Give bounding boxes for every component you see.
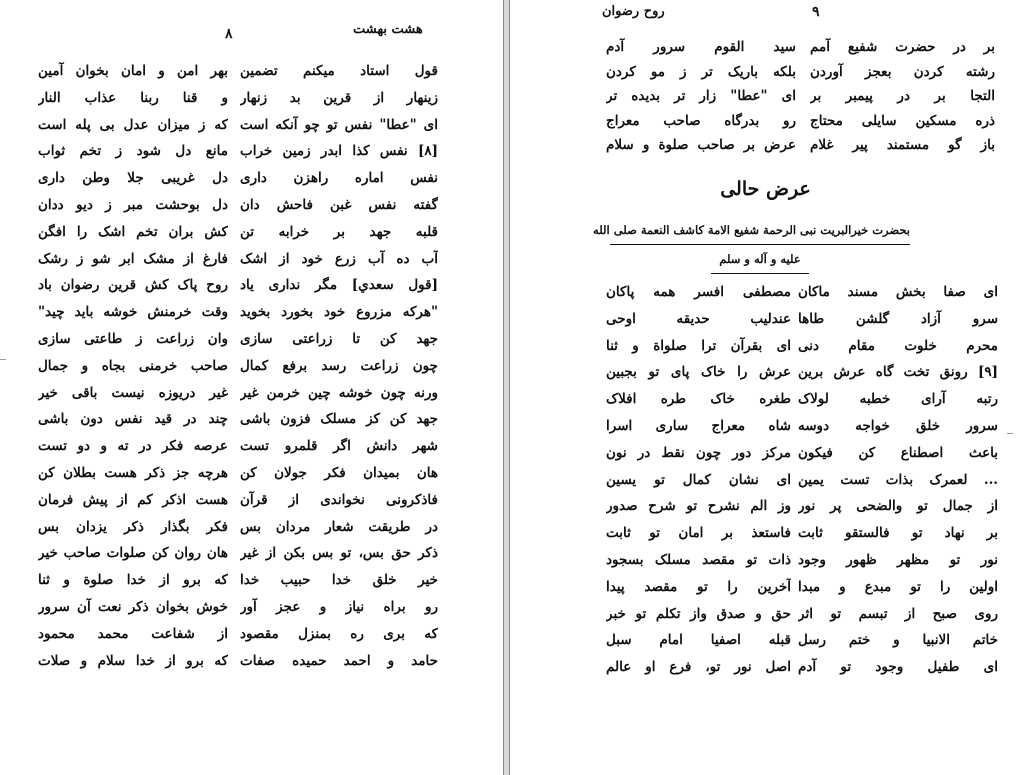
verse-line: شاه معراج ساری اسرا — [606, 417, 791, 434]
verse-line: نور تو مظهر ظهور وجود — [798, 551, 998, 568]
verse-line: دل بوحشت مبر ز دیو ددان — [38, 196, 228, 213]
verse-line: که برو از خدا صلوة و ثنا — [38, 572, 228, 589]
verse-line: حق و صدق واز تکلم تو خبر — [606, 605, 791, 622]
verse-line: ای نشان کمال تو یسین — [606, 471, 791, 488]
verse-line: صاحب خرمنی بجاه و جمال — [38, 357, 228, 374]
margin-tick — [1007, 433, 1013, 434]
verse-line: که ز میزان عدل بی پله است — [38, 116, 228, 133]
verse-line: فارغ از مشک ابر شو ز رشک — [38, 250, 228, 267]
verse-column-right — [240, 58, 438, 674]
verse-line: "هرکه مزروع خود بخورد بخوید — [240, 304, 438, 321]
verse-line: ای "عطا" نفس تو چو آنکه است — [240, 116, 438, 133]
verse-line: آب ده آب زرع خود از اشک — [240, 250, 438, 267]
verse-line: ای "عطا" زار تر بدیده تر — [606, 88, 796, 105]
verse-line: از شفاعت محمد محمود — [38, 625, 228, 642]
verse-line: اولین را تو مبدع و مبدا — [798, 578, 998, 595]
verse-line: مرکز دور چون نقط در نون — [606, 444, 791, 461]
bottom-verse-column-right — [798, 279, 998, 681]
verse-line: باعث اصطناع کن فیکون — [798, 444, 998, 461]
verse-line: وقت خرمنش خوشه باید چید" — [38, 304, 228, 321]
verse-line: هرچه جز ذکر هست بطلان کن — [38, 464, 228, 481]
verse-line: ذات تو مقصد مسلک بسجود — [606, 551, 791, 568]
top-verse-column-right — [810, 35, 995, 158]
verse-line: خاتم الانبیا و ختم رسل — [798, 632, 998, 649]
verse-line: چند در قید نفس دون باشی — [38, 411, 228, 428]
verse-line: [قول سعدي] مگر نداری یاد — [240, 277, 438, 294]
verse-line: غیر دریوزه نیست باقی خیر — [38, 384, 228, 401]
dedication-line-2: علیه و آله و سلم — [711, 245, 808, 274]
verse-line: بهر امن و امان بخوان آمین — [38, 63, 228, 79]
verse-line: هست اذکر کم از پیش فرمان — [38, 491, 228, 508]
verse-line: جهد کن تا زراعتی سازی — [240, 330, 438, 347]
running-header-left: هشت بهشت — [353, 22, 423, 37]
verse-line: سرو آزاد گلشن طاها — [798, 310, 998, 327]
left-page — [0, 0, 503, 775]
dedication-line-1: بحضرت خیرالبریت نبی الرحمة شفیع الامة کاشف النعمة صلی الله — [610, 216, 910, 245]
verse-line: قول استاد میکنم تضمین — [240, 63, 438, 79]
verse-line: مصطفی افسر همه پاکان — [606, 284, 791, 300]
verse-line: گفته نفس غبن فاحش دان — [240, 196, 438, 213]
verse-line: وز الم نشرح تو شرح صدور — [606, 498, 791, 515]
verse-line: اصل نور تو، فرع او عالم — [606, 659, 791, 676]
verse-line: دل غریبی جلا وطن داری — [38, 170, 228, 187]
verse-line: ورنه چون خوشه چین خرمن غیر — [240, 384, 438, 401]
verse-line: ... لعمرک بذات تست یمین — [798, 471, 998, 488]
verse-line: التجا بر در پیمبر بر — [810, 88, 995, 105]
verse-line: رتبه آرای خطبه لولاک — [798, 391, 998, 408]
verse-line: روی صبح از تبسم تو اثر — [798, 605, 998, 622]
verse-line: خیر خلق خدا حبیب خدا — [240, 572, 438, 589]
verse-line: رو بدرگاه صاحب معراج — [606, 112, 796, 129]
verse-line: باز گو مستمند پیر غلام — [810, 137, 995, 154]
dedication — [593, 216, 910, 274]
margin-tick-left — [0, 359, 6, 360]
section-title: عرض حالی — [720, 178, 811, 200]
verse-line: از جمال تو والضحی پر نور — [798, 498, 998, 515]
verse-line: ای بقرآن ترا صلواة و ثنا — [606, 337, 791, 354]
verse-line: هان بمیدان فکر جولان کن — [240, 464, 438, 481]
verse-line: عندلیب حدیقه اوحی — [606, 310, 791, 327]
verse-line: عرصه فکر در ته و دو تست — [38, 438, 228, 455]
page-number-right: ۹ — [812, 4, 820, 20]
verse-line: آخرین را تو مقصد پیدا — [606, 578, 791, 595]
verse-line: شهر دانش اگر قلمرو تست — [240, 438, 438, 455]
verse-line: جهد کن کز مسلک فزون باشی — [240, 411, 438, 428]
verse-line: بلکه باریک تر ز مو کردن — [606, 63, 796, 80]
verse-line: چون زراعت رسد برفع کمال — [240, 357, 438, 374]
verse-line: در طریقت شعار مردان بس — [240, 518, 438, 535]
verse-line: حامد و احمد حمیده صفات — [240, 652, 438, 669]
verse-line: که برو از خدا سلام و صلات — [38, 652, 228, 669]
bottom-verse-column-left — [606, 279, 791, 681]
verse-line: عرض بر صاحب صلوة و سلام — [606, 137, 796, 154]
verse-line: بر در حضرت شفیع آمم — [810, 39, 995, 55]
verse-line: روح پاک کش قرین رضوان باد — [38, 277, 228, 294]
verse-line: عرش را خاک پای تو بجبین — [606, 364, 791, 381]
verse-line: سرور خلق خواجه دوسه — [798, 417, 998, 434]
verse-line: سید القوم سرور آدم — [606, 39, 796, 55]
verse-line: ذره مسکین سایلی محتاج — [810, 112, 995, 129]
verse-line: ای صفا بخش مسند ماکان — [798, 284, 998, 300]
verse-line: و قنا ربنا عذاب النار — [38, 89, 228, 106]
verse-line: ذکر حق بس، تو بس بکن از غیر — [240, 545, 438, 562]
verse-line: که بری ره بمنزل مقصود — [240, 625, 438, 642]
verse-line: قلبه جهد بر خرابه تن — [240, 223, 438, 240]
verse-column-left — [38, 58, 228, 674]
top-verse-column-left — [606, 35, 796, 158]
verse-line: هان روان کن صلوات صاحب خیر — [38, 545, 228, 562]
verse-line: مانع دل شود ز تخم ثواب — [38, 143, 228, 160]
verse-line: [۸] نفس کذا ابدر زمین خراب — [240, 143, 438, 160]
verse-line: قبله اصفیا امام سبل — [606, 632, 791, 649]
verse-line: فکر بگذار ذکر یزدان بس — [38, 518, 228, 535]
verse-line: فاستعذ بر امان تو ثابت — [606, 525, 791, 542]
verse-line: خوش بخوان ذکر نعت آن سرور — [38, 598, 228, 615]
verse-line: [۹] رونق تخت گاه عرش برین — [798, 364, 998, 381]
verse-line: زینهار از قرین بد زنهار — [240, 89, 438, 106]
page-number-left: ۸ — [225, 26, 233, 42]
verse-line: بر نهاد تو فالستقو ثابت — [798, 525, 998, 542]
verse-line: ای طفیل وجود تو آدم — [798, 659, 998, 676]
verse-line: طغره خاک طره افلاک — [606, 391, 791, 408]
right-page — [510, 0, 1021, 775]
verse-line: وان زراعت ز طاعتی سازی — [38, 330, 228, 347]
book-gutter — [503, 0, 510, 775]
verse-line: کش بران تخم اشک را افگن — [38, 223, 228, 240]
verse-line: محرم خلوت مقام دنی — [798, 337, 998, 354]
verse-line: رو براه نیاز و عجز آور — [240, 598, 438, 615]
verse-line: رشته کردن بعجز آوردن — [810, 63, 995, 80]
verse-line: فاذکرونی نخواندی از قرآن — [240, 491, 438, 508]
verse-line: نفس اماره راهزن داری — [240, 170, 438, 187]
running-header-right: روح رضوان — [602, 4, 665, 19]
